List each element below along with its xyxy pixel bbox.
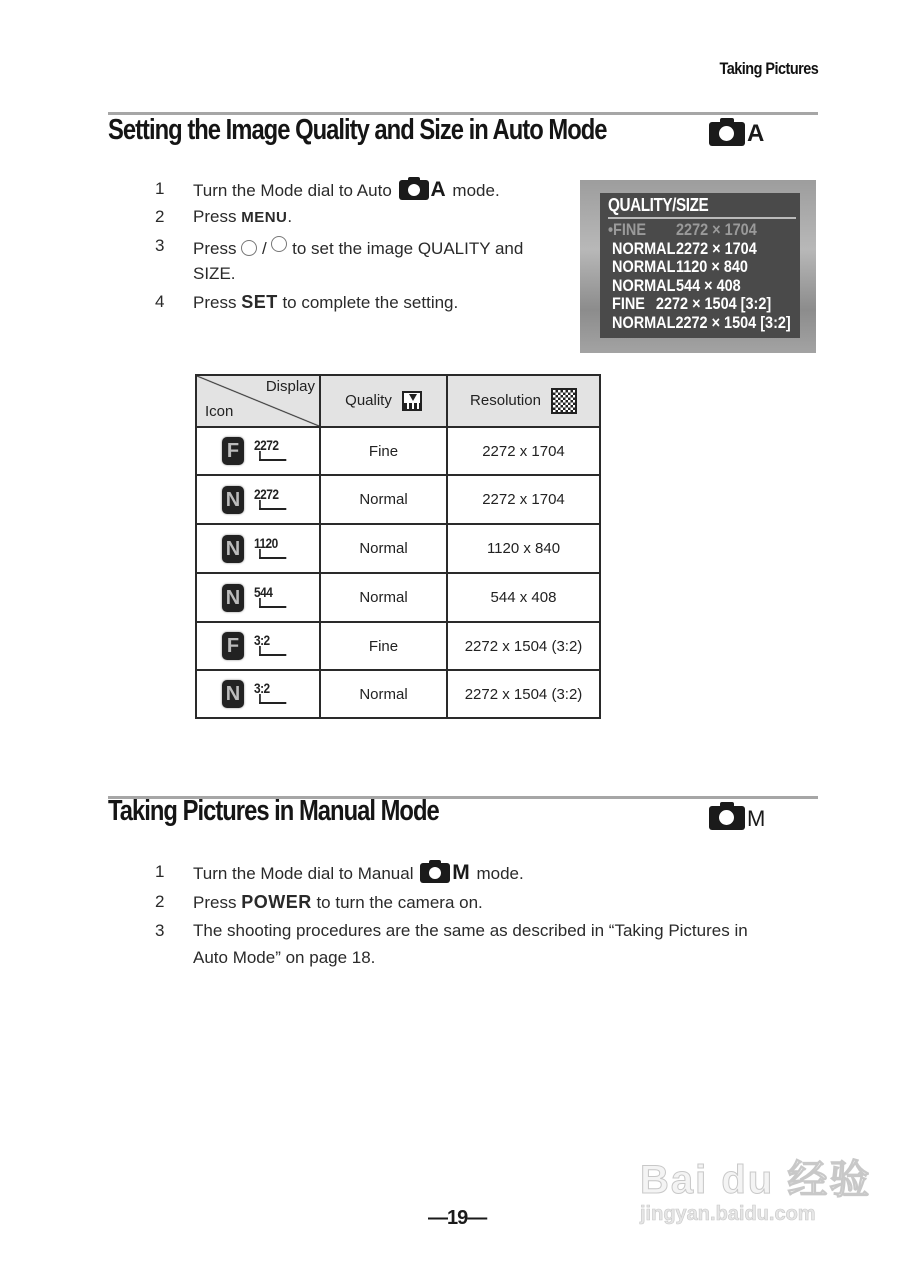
manual-mode-inline-icon: M bbox=[420, 862, 470, 883]
section-title-manual: Taking Pictures in Manual Mode bbox=[108, 795, 439, 827]
auto-mode-inline-icon: A bbox=[399, 179, 446, 200]
table-header-row bbox=[196, 375, 600, 427]
set-key: SET bbox=[241, 292, 278, 312]
camera-icon bbox=[399, 180, 429, 200]
normal-quality-icon: N bbox=[222, 486, 244, 514]
resolution-header: Resolution bbox=[447, 375, 600, 427]
menu-option: NORMAL 1120 × 840 bbox=[612, 257, 748, 276]
menu-option: FINE 2272 × 1504 [3:2] bbox=[612, 294, 772, 313]
camera-icon bbox=[709, 122, 745, 146]
menu-option: NORMAL 2272 × 1504 [3:2] bbox=[612, 312, 791, 332]
table-row: N 544 Normal 544 x 408 bbox=[196, 573, 600, 622]
camera-icon bbox=[709, 806, 745, 830]
fine-quality-icon: F bbox=[222, 632, 244, 660]
power-key: POWER bbox=[241, 892, 312, 912]
table-row: F 2272 Fine 2272 x 1704 bbox=[196, 427, 600, 475]
quality-size-menu: QUALITY/SIZE •FINE 2272 × 1704 NORMAL 2272 × 1704 NORMAL 1120 × 840 NORMAL 544 × 408 FINE 2272 × 1504 [3:2] NORMAL 2272 × 1504 [3:2] bbox=[600, 193, 800, 338]
camera-icon bbox=[420, 863, 450, 883]
table-row: N 2272 Normal 2272 x 1704 bbox=[196, 475, 600, 524]
menu-option: •FINE 2272 × 1704 bbox=[608, 220, 757, 239]
quality-size-table bbox=[195, 374, 601, 719]
menu-option: NORMAL 2272 × 1704 bbox=[612, 238, 757, 258]
display-down-button-icon bbox=[271, 236, 287, 252]
size-icon: 2272 bbox=[254, 486, 288, 514]
baidu-watermark: Bai du 经验 jingyan.baidu.com bbox=[640, 1158, 872, 1225]
section-title-auto: Setting the Image Quality and Size in Auto Mode bbox=[108, 114, 607, 146]
normal-quality-icon: N bbox=[222, 535, 244, 563]
running-head: Taking Pictures bbox=[719, 59, 818, 78]
resolution-icon bbox=[551, 388, 577, 414]
table-row: N 1120 Normal 1120 x 840 bbox=[196, 524, 600, 573]
table-row: F 3:2 Fine 2272 x 1504 (3:2) bbox=[196, 622, 600, 670]
page-number: —19— bbox=[428, 1207, 487, 1229]
size-icon: 3:2 bbox=[254, 680, 288, 708]
fine-quality-icon: F bbox=[222, 437, 244, 465]
quality-header: Quality bbox=[320, 375, 447, 427]
menu-divider bbox=[608, 217, 796, 219]
menu-key: MENU bbox=[241, 209, 288, 226]
lcd-screenshot bbox=[580, 180, 816, 353]
manual-mode-icon: M bbox=[709, 806, 765, 830]
size-icon: 2272 bbox=[254, 437, 288, 465]
menu-option: NORMAL 544 × 408 bbox=[612, 275, 741, 295]
size-icon: 1120 bbox=[254, 535, 288, 563]
table-row: N 3:2 Normal 2272 x 1504 (3:2) bbox=[196, 670, 600, 718]
normal-quality-icon: N bbox=[222, 680, 244, 708]
auto-mode-icon: A bbox=[709, 122, 764, 146]
quality-icon bbox=[402, 391, 422, 411]
normal-quality-icon: N bbox=[222, 584, 244, 612]
corner-header: Display Icon bbox=[196, 375, 320, 427]
flash-up-button-icon bbox=[241, 240, 257, 256]
size-icon: 3:2 bbox=[254, 632, 288, 660]
size-icon: 544 bbox=[254, 584, 288, 612]
